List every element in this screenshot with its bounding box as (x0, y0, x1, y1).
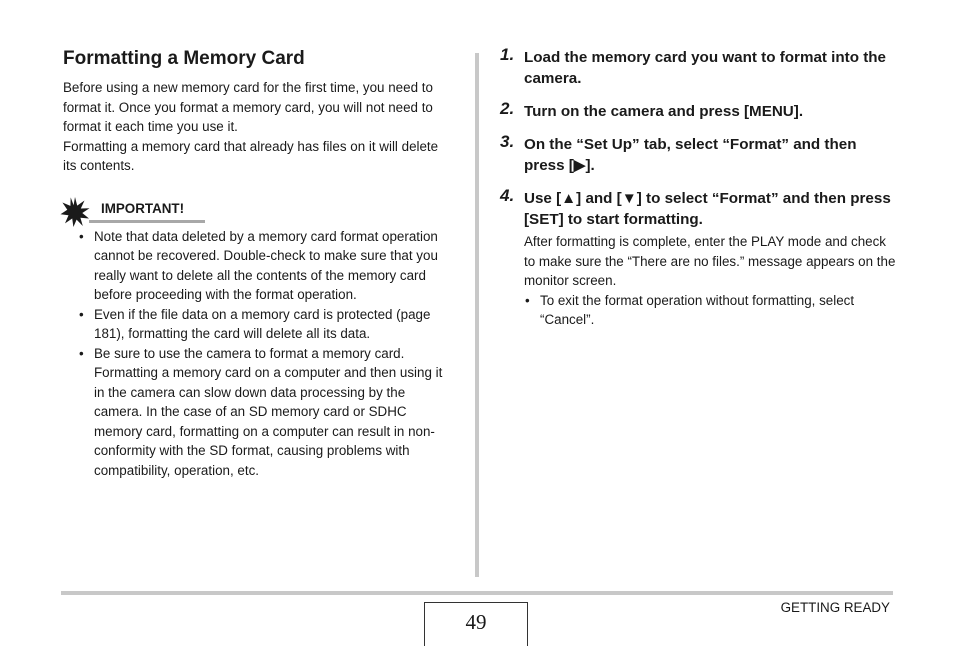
list-item: • Be sure to use the camera to format a memory card. Formatting a memory card on a computer and then using it in the camera can slow down data processing by the camera. In the case of an SD memory card or SDHC memory card, formatting on a computer can result in non-conformity with the SD format, causing problems with compatibility, operation, etc. (79, 345, 443, 478)
page-title: Formatting a Memory Card (63, 48, 305, 69)
step-number: 2. (500, 99, 515, 118)
step-1 (500, 47, 900, 89)
step-3 (500, 134, 900, 176)
list-item: • To exit the format operation without formatting, select “Cancel”. (525, 292, 855, 327)
important-header (63, 200, 455, 224)
step-2 (500, 101, 900, 122)
list-item: • Even if the file data on a memory card is protected (page 181), formatting the card will delete all its data. (79, 306, 431, 341)
step-description: After formatting is complete, enter the PLAY mode and check to make sure the “There are no files.” message appears on the monitor screen. (524, 234, 896, 288)
step-text: Use [▲] and [▼] to select “Format” and then press [SET] to start formatting. (524, 190, 891, 228)
step-number: 1. (500, 45, 515, 64)
important-underline (89, 220, 205, 223)
step-4 (500, 188, 900, 330)
step-number: 4. (500, 186, 515, 205)
column-divider (475, 53, 479, 577)
left-column (63, 47, 455, 480)
starburst-icon (60, 197, 90, 227)
list-item: • Note that data deleted by a memory card format operation cannot be recovered. Double-check to make sure that you really want to delete all the contents of the memory card before proceeding with the format operation. (79, 228, 438, 302)
step-text: Load the memory card you want to format into the camera. (524, 49, 887, 87)
step-text: On the “Set Up” tab, select “Format” and then press [▶]. (524, 136, 857, 174)
step-text: Turn on the camera and press [MENU]. (524, 103, 804, 120)
important-label: IMPORTANT! (101, 200, 185, 216)
footer-divider (61, 591, 893, 595)
important-list (63, 227, 455, 481)
section-label: GETTING READY (780, 600, 890, 615)
step-note-list (524, 291, 900, 330)
page-number: 49 (424, 602, 528, 646)
step-number: 3. (500, 132, 515, 151)
intro-paragraph-2: Formatting a memory card that already has files on it will delete its contents. (63, 138, 439, 173)
intro-paragraph: Before using a new memory card for the first time, you need to format it. Once you format a memory card, you will not need to format it each time you use it. (63, 80, 433, 134)
right-column (500, 47, 900, 342)
